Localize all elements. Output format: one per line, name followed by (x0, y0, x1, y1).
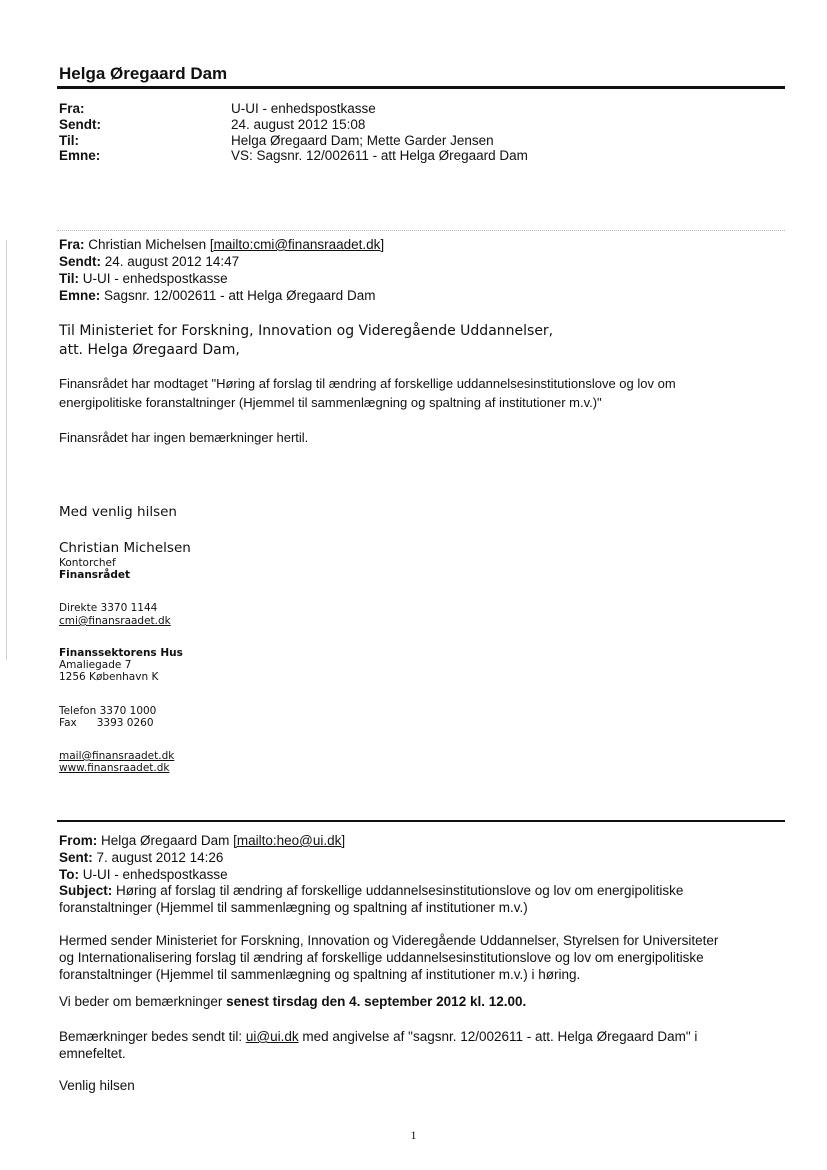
orig-from-line (59, 832, 779, 849)
orig-subject-label: Subject: (59, 883, 113, 898)
signature-building: Finanssektorens Hus (59, 647, 183, 659)
orig-subject-line-2: foranstaltninger (Hjemmel til sammenlægning og spaltning af institutioner m.v.) (59, 900, 528, 915)
orig-to-value: U-UI - enhedspostkasse (82, 867, 228, 882)
forward-divider (57, 230, 785, 231)
fwd-subject-label: Emne: (59, 288, 101, 303)
orig-p1-line-2: og Internationalisering forslag til ændring af forskellige uddannelsesinstitutionslove og lov om energipolitiske (59, 950, 704, 965)
fwd-sent-line (59, 254, 239, 269)
from-value: U-UI - enhedspostkasse (231, 101, 376, 116)
fwd-from-value: Christian Michelsen (88, 237, 207, 252)
fwd-to-label: Til: (59, 271, 79, 286)
fwd-from-label: Fra: (59, 237, 85, 252)
body-p1-line-2: energipolitiske foranstaltninger (Hjemmel til sammenlægning og spaltning af institutioner m.v.)" (59, 395, 602, 410)
signature-phone: Telefon 3370 1000 (59, 705, 157, 717)
fwd-subject-value: Sagsnr. 12/002611 - att Helga Øregaard Dam (104, 288, 376, 303)
signature-org: Finansrådet (59, 569, 130, 581)
signature-web-link[interactable]: www.finansraadet.dk (59, 762, 170, 774)
title-divider (57, 86, 785, 89)
orig-paragraph-2 (59, 993, 779, 1010)
from-label: Fra: (59, 101, 85, 116)
subject-label: Emne: (59, 148, 101, 163)
orig-p1-line-3: foranstaltninger (Hjemmel til sammenlægning og spaltning af institutioner m.v.) i høring. (59, 967, 581, 982)
sent-value: 24. august 2012 15:08 (231, 117, 366, 132)
orig-from-value: Helga Øregaard Dam (101, 833, 230, 848)
sent-label: Sendt: (59, 117, 101, 132)
address-line-2: att. Helga Øregaard Dam, (59, 342, 240, 358)
body-paragraph-1 (59, 374, 779, 412)
signature-greeting: Med venlig hilsen (59, 504, 177, 520)
signature-mail-link[interactable]: mail@finansraadet.dk (59, 750, 175, 762)
signature-direct: Direkte 3370 1144 (59, 602, 158, 614)
fwd-to-value: U-UI - enhedspostkasse (82, 271, 228, 286)
fwd-to-line (59, 271, 228, 286)
signature-city: 1256 København K (59, 671, 159, 683)
orig-p3-email-link[interactable]: ui@ui.dk (245, 1029, 299, 1044)
orig-paragraph-3 (59, 1028, 779, 1062)
signature-email-link[interactable]: cmi@finansraadet.dk (59, 615, 171, 627)
document-title: Helga Øregaard Dam (59, 64, 228, 83)
fwd-from-line (59, 237, 384, 252)
orig-closing: Venlig hilsen (59, 1078, 135, 1093)
address-paragraph (59, 322, 779, 360)
address-line-1: Til Ministeriet for Forskning, Innovation og Videregående Uddannelser, (59, 323, 554, 339)
body-paragraph-2: Finansrådet har ingen bemærkninger hertil. (59, 430, 309, 445)
to-value: Helga Øregaard Dam; Mette Garder Jensen (231, 133, 494, 148)
signature-name: Christian Michelsen (59, 540, 191, 556)
signature-fax: Fax 3393 0260 (59, 717, 154, 729)
orig-sent-line (59, 849, 779, 866)
orig-p3-prefix: Bemærkninger bedes sendt til: (59, 1029, 246, 1044)
signature-role: Kontorchef (59, 557, 116, 569)
orig-to-line (59, 866, 779, 883)
orig-p1-line-1: Hermed sender Ministeriet for Forskning, Innovation og Videregående Uddannelser, Styrelsen for Universiteter (59, 933, 719, 948)
orig-from-label: From: (59, 833, 98, 848)
orig-p3-suffix: med angivelse af "sagsnr. 12/002611 - att. Helga Øregaard Dam" i (298, 1029, 698, 1044)
orig-p3-line-2: emnefeltet. (59, 1046, 126, 1061)
orig-p2-deadline: senest tirsdag den 4. september 2012 kl. 12.00. (226, 994, 527, 1009)
fwd-mailto-link[interactable]: [mailto:cmi@finansraadet.dk] (209, 237, 385, 252)
scan-edge-mark (6, 240, 7, 660)
orig-sent-label: Sent: (59, 850, 93, 865)
original-message-divider (57, 820, 785, 822)
orig-mailto-link[interactable]: [mailto:heo@ui.dk] (233, 833, 346, 848)
orig-subject-line-1: Høring af forslag til ændring af forskellige uddannelsesinstitutionslove og lov om energipolitiske (116, 883, 684, 898)
orig-p2-prefix: Vi beder om bemærkninger (59, 994, 227, 1009)
orig-subject-line (59, 882, 779, 916)
orig-sent-value: 7. august 2012 14:26 (96, 850, 224, 865)
orig-paragraph-1 (59, 932, 779, 983)
body-p1-line-1: Finansrådet har modtaget "Høring af forslag til ændring af forskellige uddannelsesinstitutionslove og lov om (59, 376, 676, 391)
fwd-sent-value: 24. august 2012 14:47 (104, 254, 240, 269)
orig-to-label: To: (59, 867, 79, 882)
fwd-sent-label: Sendt: (59, 254, 101, 269)
page-number: 1 (410, 1128, 417, 1142)
to-label: Til: (59, 133, 79, 148)
fwd-subject-line (59, 288, 375, 303)
subject-value: VS: Sagsnr. 12/002611 - att Helga Øregaard Dam (231, 148, 528, 163)
signature-street: Amaliegade 7 (59, 659, 132, 671)
